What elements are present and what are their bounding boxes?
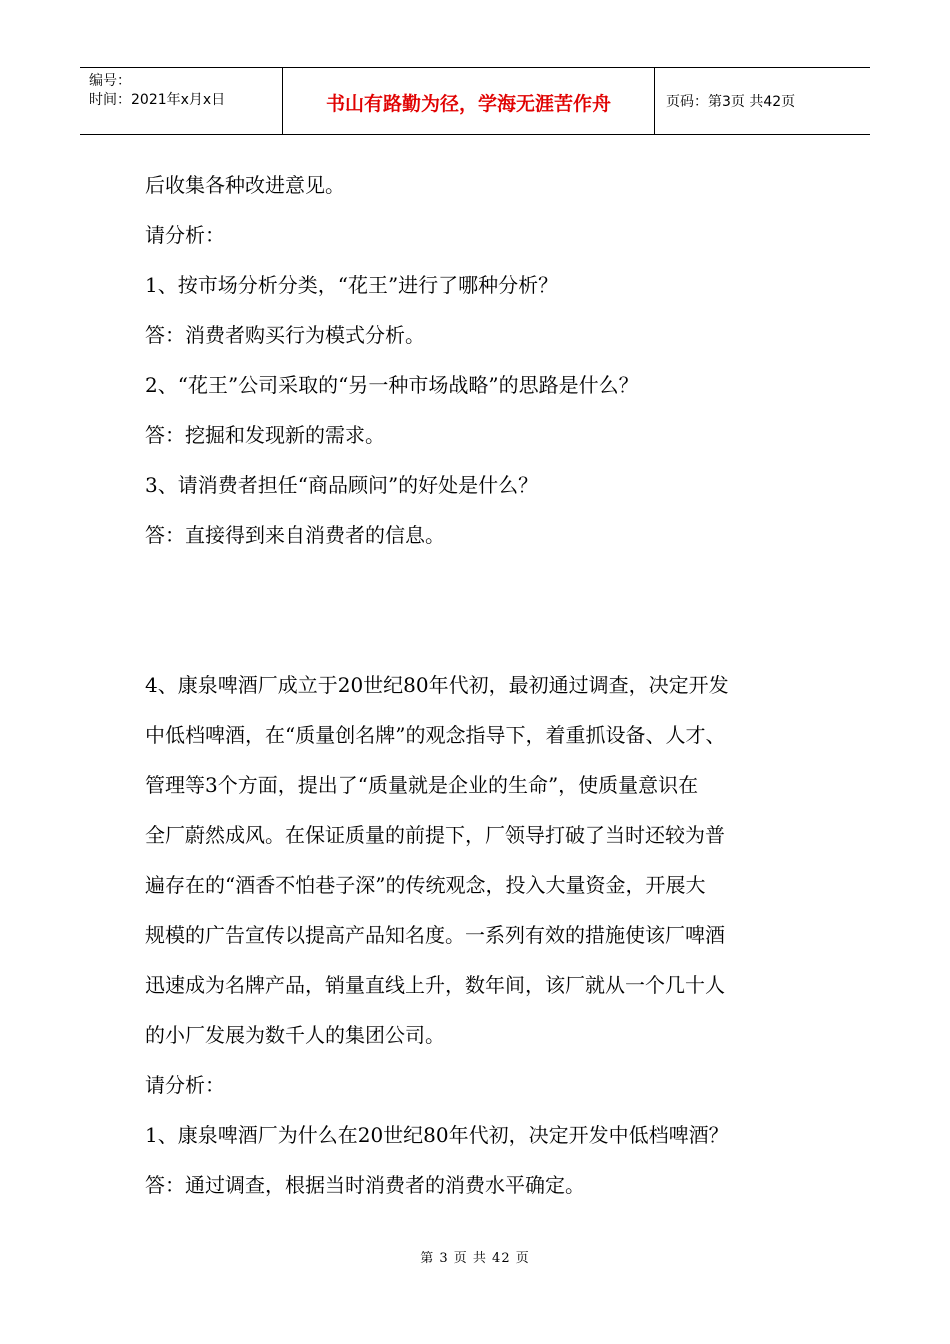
text-line: 3、请消费者担任“商品顾问”的好处是什么？ (145, 473, 539, 497)
page-header (80, 67, 870, 135)
text-line: 后收集各种改进意见。 (145, 173, 345, 197)
text-line: 规模的广告宣传以提高产品知名度。一系列有效的措施使该厂啤酒 (145, 923, 725, 947)
text-line: 管理等3个方面，提出了“质量就是企业的生命”，使质量意识在 (145, 773, 699, 797)
text-line: 全厂蔚然成风。在保证质量的前提下，厂领导打破了当时还较为普 (145, 823, 725, 847)
text-line: 4、康泉啤酒厂成立于20世纪80年代初，最初通过调查，决定开发 (145, 673, 729, 697)
text-line: 答：通过调查，根据当时消费者的消费水平确定。 (145, 1173, 585, 1197)
text-line: 中低档啤酒，在“质量创名牌”的观念指导下，着重抓设备、人才、 (145, 723, 726, 747)
header-meta (80, 68, 283, 134)
text-line: 2、“花王”公司采取的“另一种市场战略”的思路是什么？ (145, 373, 639, 397)
text-line: 1、按市场分析分类，“花王”进行了哪种分析？ (145, 273, 559, 297)
blank-space (145, 560, 835, 660)
text-line: 答：挖掘和发现新的需求。 (145, 423, 385, 447)
text-line: 遍存在的“酒香不怕巷子深”的传统观念，投入大量资金，开展大 (145, 873, 706, 897)
header-number-label: 编号： (89, 73, 131, 89)
text-line: 请分析： (145, 1073, 225, 1097)
header-date: 时间：2021年x月x日 (89, 92, 226, 108)
text-line: 的小厂发展为数千人的集团公司。 (145, 1023, 445, 1047)
text-block-1 (145, 160, 835, 560)
document-body (145, 160, 835, 1210)
text-line: 答：直接得到来自消费者的信息。 (145, 523, 445, 547)
header-page-info: 页码：第3页 共42页 (666, 94, 796, 110)
text-line: 迅速成为名牌产品，销量直线上升，数年间，该厂就从一个几十人 (145, 973, 725, 997)
text-line: 1、康泉啤酒厂为什么在20世纪80年代初，决定开发中低档啤酒？ (145, 1123, 729, 1147)
page-footer: 第 3 页 共 42 页 (420, 1251, 530, 1266)
text-block-2 (145, 660, 835, 1210)
text-line: 答：消费者购买行为模式分析。 (145, 323, 425, 347)
text-line: 请分析： (145, 223, 225, 247)
header-motto: 书山有路勤为径，学海无涯苦作舟 (283, 68, 655, 134)
